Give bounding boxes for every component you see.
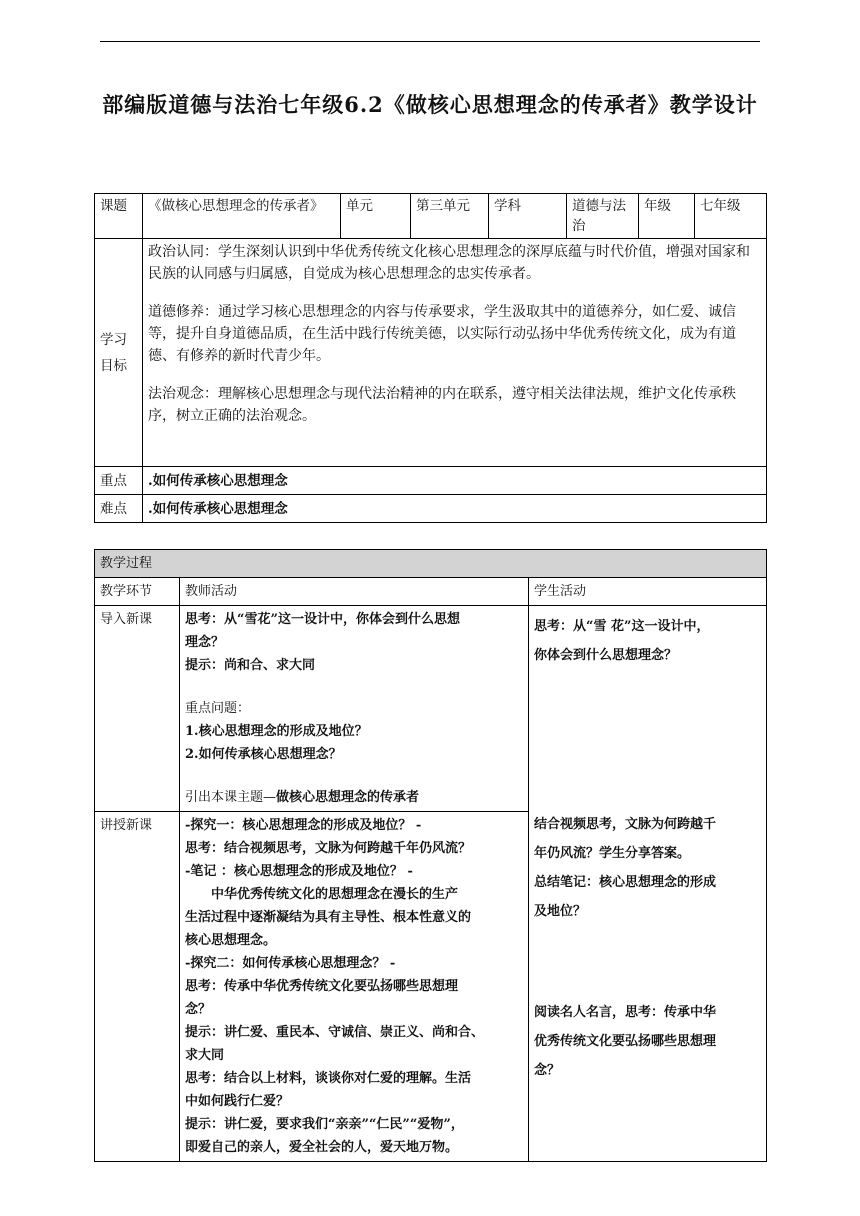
col-teacher: 教师活动 bbox=[180, 578, 529, 606]
goals-content bbox=[143, 239, 767, 467]
lead-prefix: 引出本课主题— bbox=[185, 790, 277, 805]
lecture-teacher-line: 提示：讲仁爱、重民本、守诚信、崇正义、尚和合、 bbox=[185, 1025, 485, 1040]
lecture-teacher-line: -笔记 ：核心思想理念的形成及地位？ - bbox=[185, 864, 413, 879]
difficult-point-label: 难点 bbox=[95, 495, 143, 523]
goal-moral: 道德修养：通过学习核心思想理念的内容与传承要求，学生汲取其中的道德养分，如仁爱、诚信等，提升自身道德品质，在生活中践行传统美德，以实际行动弘扬中华优秀传统文化，成为有道德、有修养的新时代青少年。 bbox=[148, 304, 736, 364]
subject-label: 学科 bbox=[489, 194, 567, 239]
focus-question-1: 1.核心思想理念的形成及地位？ bbox=[185, 724, 368, 739]
lecture-student-line-2: 年仍风流？学生分享答案。 bbox=[534, 846, 691, 861]
lecture-teacher-line: 生活过程中逐渐凝结为具有主导性、根本性意义的 bbox=[185, 910, 472, 925]
subject-value: 道德与法治 bbox=[567, 194, 639, 239]
grade-label: 年级 bbox=[639, 194, 695, 239]
lead-topic: 做核心思想理念的传承者 bbox=[276, 790, 420, 805]
lecture-teacher-line: -探究一：核心思想理念的形成及地位？ - bbox=[185, 818, 422, 833]
lecture-teacher-line: 中华优秀传统文化的思想理念在漫长的生产 bbox=[185, 887, 459, 902]
col-student: 学生活动 bbox=[529, 578, 767, 606]
lecture-stage: 讲授新课 bbox=[95, 812, 180, 1162]
goal-political: 政治认同：学生深刻认识到中华优秀传统文化核心思想理念的深厚底蕴与时代价值，增强对国家和民族的认同感与归属感，自觉成为核心思想理念的忠实传承者。 bbox=[148, 244, 750, 282]
intro-teacher bbox=[180, 606, 529, 812]
info-table bbox=[94, 193, 767, 523]
process-table bbox=[94, 549, 767, 1162]
lecture-student-line-7: 念？ bbox=[534, 1063, 561, 1078]
intro-stage: 导入新课 bbox=[95, 606, 180, 812]
grade-value: 七年级 bbox=[695, 194, 767, 239]
unit-label: 单元 bbox=[341, 194, 411, 239]
focus-question-2: 2.如何传承核心思想理念？ bbox=[185, 747, 342, 762]
lead-line bbox=[185, 786, 523, 809]
lecture-teacher-line: 求大同 bbox=[185, 1048, 225, 1063]
student-activities bbox=[529, 606, 767, 1162]
key-point-label: 重点 bbox=[95, 467, 143, 495]
intro-student-line-1: 思考：从“雪 花”这一设计中， bbox=[534, 619, 710, 634]
document-title: 部编版道德与法治七年级6.2《做核心思想理念的传承者》教学设计 bbox=[102, 92, 758, 117]
header-rule bbox=[100, 41, 760, 42]
goals-label: 学习目标 bbox=[95, 239, 143, 467]
lecture-teacher-line: 中如何践行仁爱？ bbox=[185, 1094, 290, 1109]
key-point-value: .如何传承核心思想理念 bbox=[143, 467, 767, 495]
lecture-student-line-4: 及地位？ bbox=[534, 904, 587, 919]
intro-question-2: 理念？ bbox=[185, 635, 225, 650]
focus-label: 重点问题： bbox=[185, 701, 251, 716]
process-header: 教学过程 bbox=[95, 550, 767, 578]
intro-hint: 提示：尚和合、求大同 bbox=[185, 658, 316, 673]
lecture-teacher-line: -探究二：如何传承核心思想理念？ - bbox=[185, 956, 396, 971]
col-stage: 教学环节 bbox=[95, 578, 180, 606]
lecture-student-line-3: 总结笔记：核心思想理念的形成 bbox=[534, 875, 717, 890]
lecture-student-line-6: 优秀传统文化要弘扬哪些思想理 bbox=[534, 1034, 717, 1049]
lecture-teacher-line: 思考：结合视频思考，文脉为何跨越千年仍风流？ bbox=[185, 841, 472, 856]
lecture-teacher-line: 思考：结合以上材料，谈谈你对仁爱的理解。生活 bbox=[185, 1071, 472, 1086]
lecture-teacher-line: 念？ bbox=[185, 1002, 212, 1017]
topic-value: 《做核心思想理念的传承者》 bbox=[143, 194, 341, 239]
intro-question-1: 思考：从“雪花”这一设计中，你体会到什么思想 bbox=[185, 612, 460, 627]
topic-label: 课题 bbox=[95, 194, 143, 239]
lecture-teacher-line: 核心思想理念。 bbox=[185, 933, 277, 948]
lecture-teacher-line: 提示：讲仁爱，要求我们“亲亲”“仁民”“爱物”， bbox=[185, 1117, 464, 1132]
difficult-point-value: .如何传承核心思想理念 bbox=[143, 495, 767, 523]
lecture-student-line-5: 阅读名人名言，思考：传承中华 bbox=[534, 1005, 717, 1020]
lecture-teacher-line: 即爱自己的亲人，爱全社会的人，爱天地万物。 bbox=[185, 1140, 459, 1155]
lecture-teacher-line: 思考：传承中华优秀传统文化要弘扬哪些思想理 bbox=[185, 979, 459, 994]
goal-law: 法治观念：理解核心思想理念与现代法治精神的内在联系，遵守相关法律法规，维护文化传承秩序，树立正确的法治观念。 bbox=[148, 386, 736, 424]
lecture-teacher bbox=[180, 812, 529, 1162]
lecture-student-line-1: 结合视频思考，文脉为何跨越千 bbox=[534, 817, 717, 832]
unit-value: 第三单元 bbox=[411, 194, 489, 239]
intro-student-line-2: 你体会到什么思想理念？ bbox=[534, 648, 678, 663]
